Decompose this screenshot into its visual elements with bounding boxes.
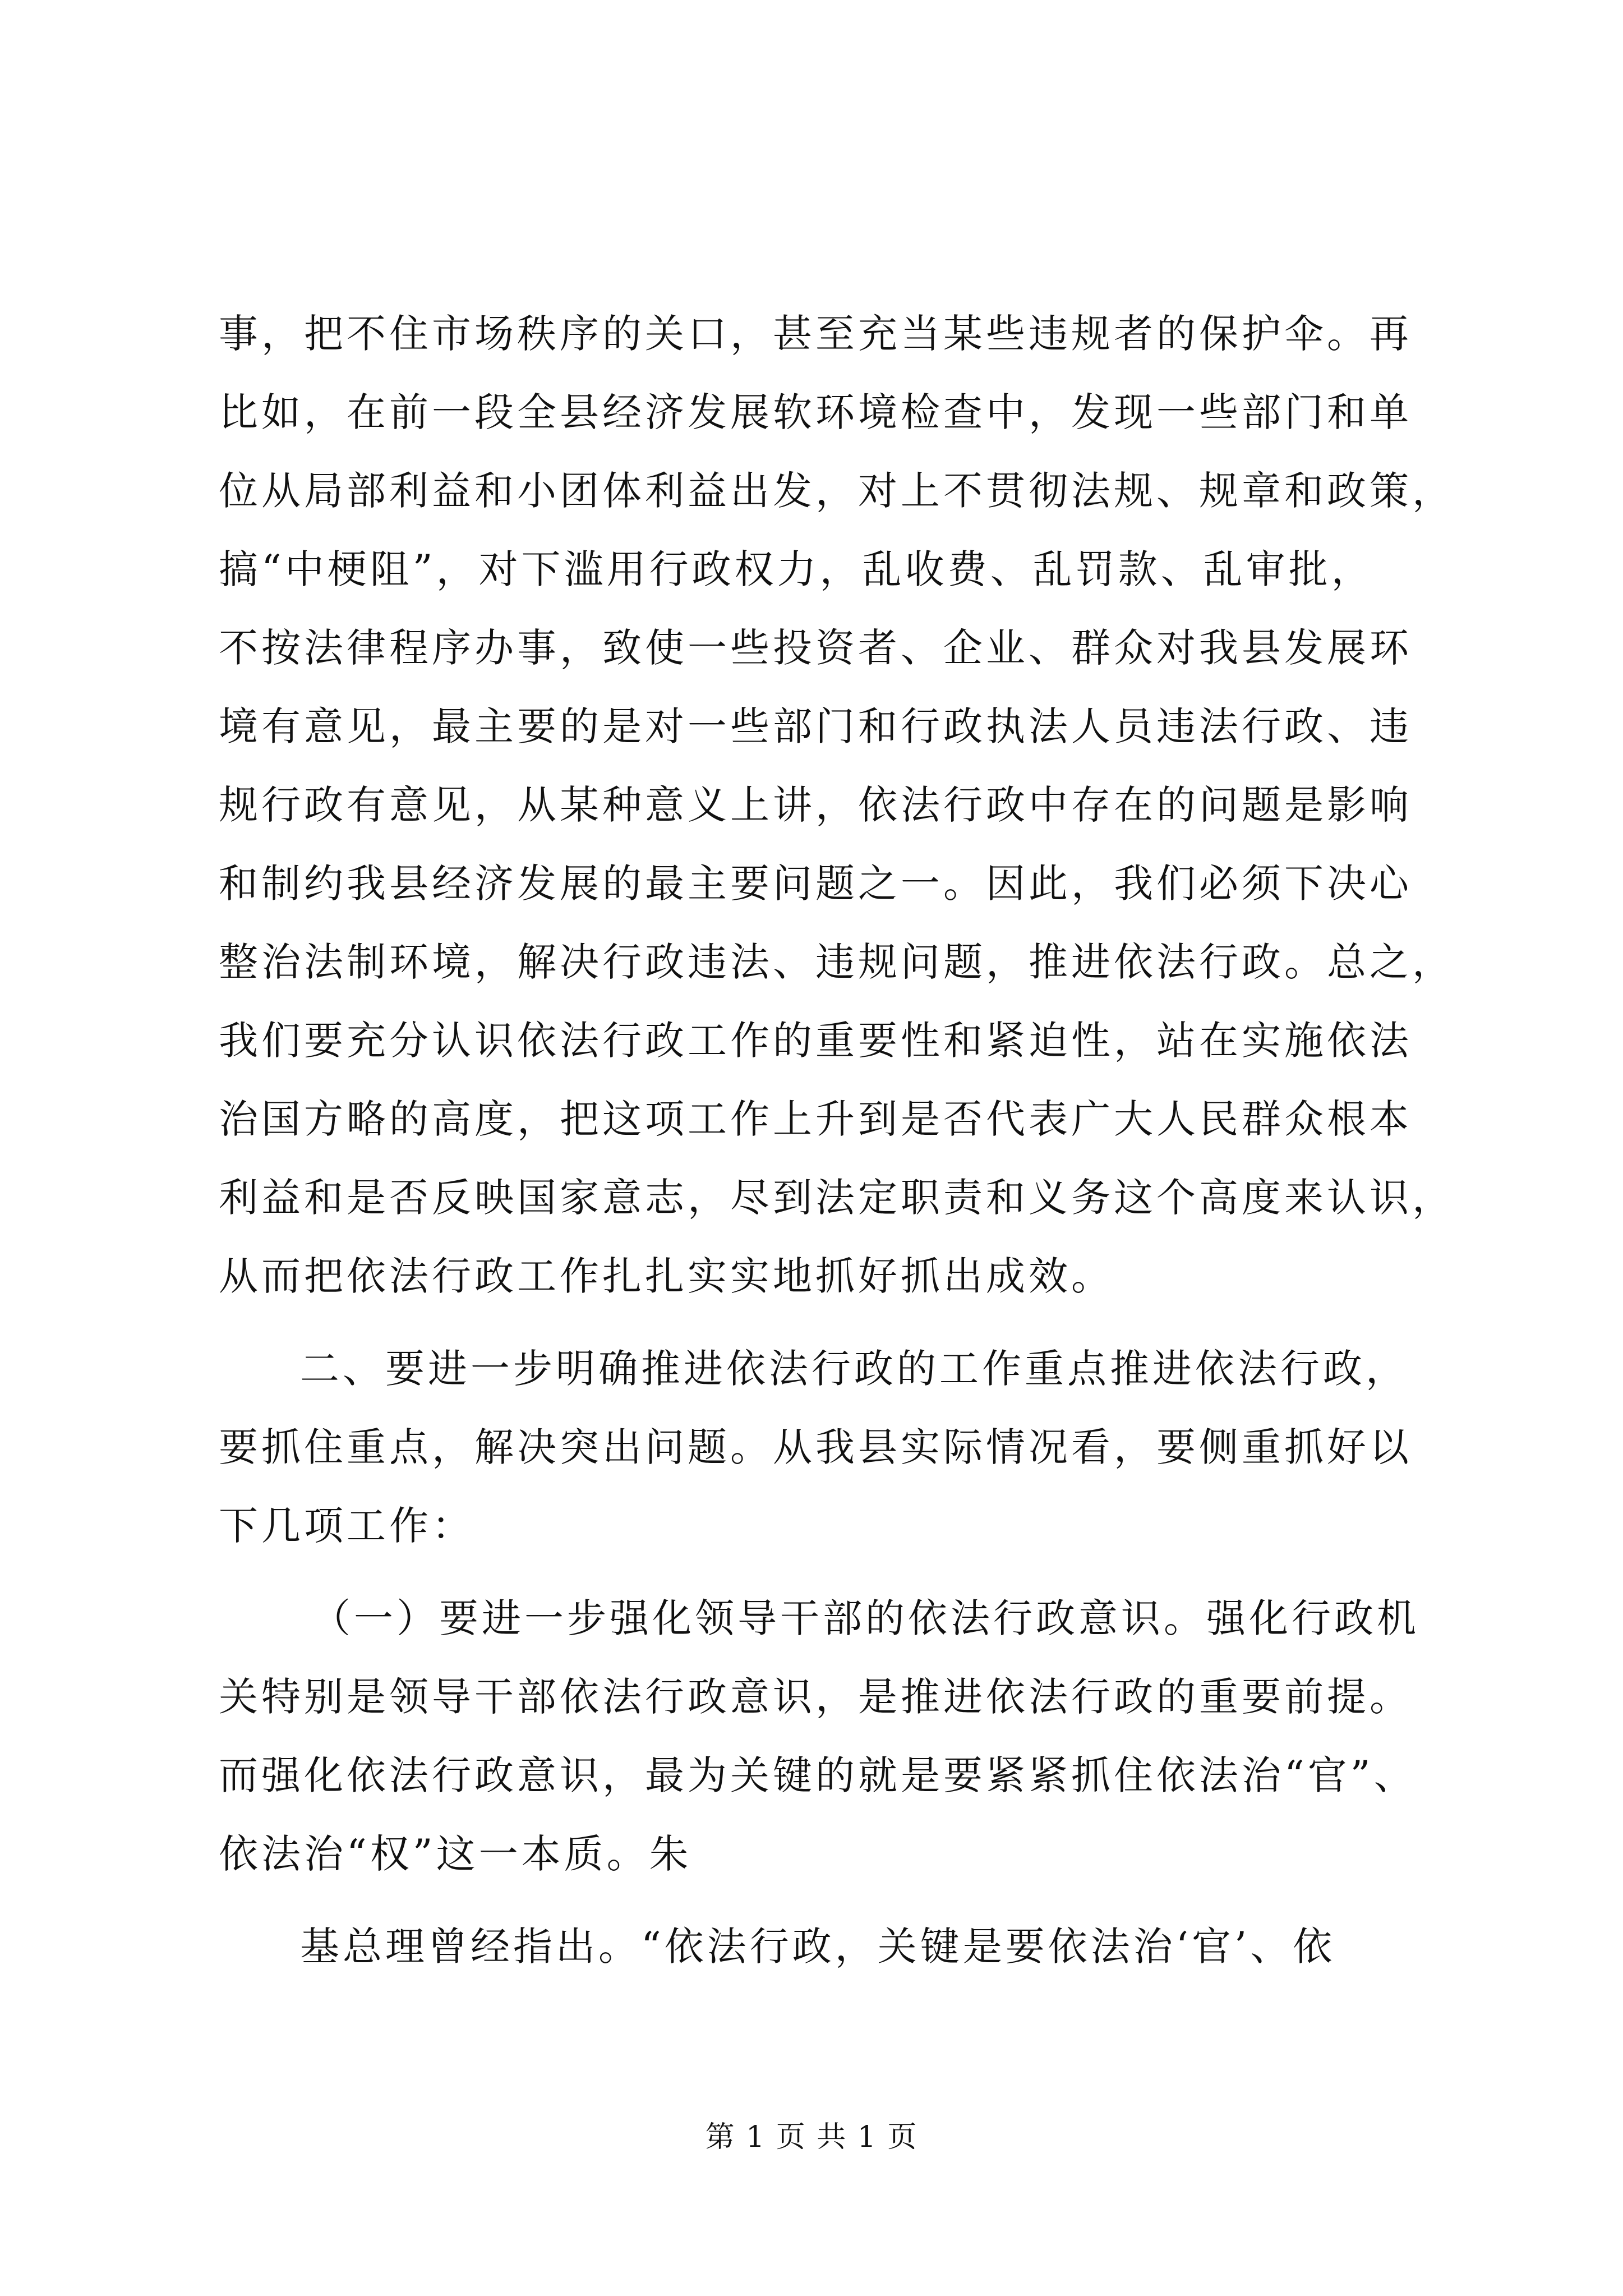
- text-line: 比如，在前一段全县经济发展软环境检查中，发现一些部门和单: [219, 389, 1412, 435]
- text-line: 规行政有意见，从某种意义上讲，依法行政中存在的问题是影响: [219, 782, 1412, 828]
- text-line: 治国方略的高度，把这项工作上升到是否代表广大人民群众根本: [219, 1096, 1412, 1142]
- text-line: 从而把依法行政工作扎扎实实地抓好抓出成效。: [219, 1253, 1114, 1299]
- text-line: 我们要充分认识依法行政工作的重要性和紧迫性，站在实施依法: [219, 1018, 1412, 1064]
- text-line: 而强化依法行政意识，最为关键的就是要紧紧抓住依法治“官”、: [219, 1752, 1417, 1798]
- text-line: 不按法律程序办事，致使一些投资者、企业、群众对我县发展环: [219, 625, 1412, 671]
- text-line: 搞“中梗阻”，对下滥用行政权力，乱收费、乱罚款、乱审批，: [219, 546, 1374, 592]
- text-line: 下几项工作：: [219, 1503, 474, 1549]
- text-line: 整治法制环境，解决行政违法、违规问题，推进依法行政。总之，: [219, 939, 1455, 985]
- text-line: 事，把不住市场秩序的关口，甚至充当某些违规者的保护伞。再: [219, 311, 1412, 357]
- text-line: 位从局部利益和小团体利益出发，对上不贯彻法规、规章和政策，: [219, 468, 1455, 514]
- text-line: 境有意见，最主要的是对一些部门和行政执法人员违法行政、违: [219, 703, 1412, 749]
- text-line: 要抓住重点，解决突出问题。从我县实际情况看，要侧重抓好以: [219, 1424, 1412, 1470]
- text-line: 利益和是否反映国家意志，尽到法定职责和义务这个高度来认识，: [219, 1175, 1455, 1221]
- text-line: 关特别是领导干部依法行政意识，是推进依法行政的重要前提。: [219, 1674, 1412, 1720]
- page-footer: 第 1 页 共 1 页: [705, 2120, 918, 2154]
- text-line: 依法治“权”这一本质。朱: [219, 1831, 692, 1877]
- paragraph-start-line: 二、要进一步明确推进依法行政的工作重点推进依法行政，: [300, 1346, 1408, 1392]
- text-line: 和制约我县经济发展的最主要问题之一。因此，我们必须下决心: [219, 861, 1412, 907]
- paragraph-start-line: （一）要进一步强化领导干部的依法行政意识。强化行政机: [311, 1595, 1419, 1641]
- paragraph-start-line: 基总理曾经指出。“依法行政，关键是要依法治‘官’、依: [300, 1924, 1336, 1970]
